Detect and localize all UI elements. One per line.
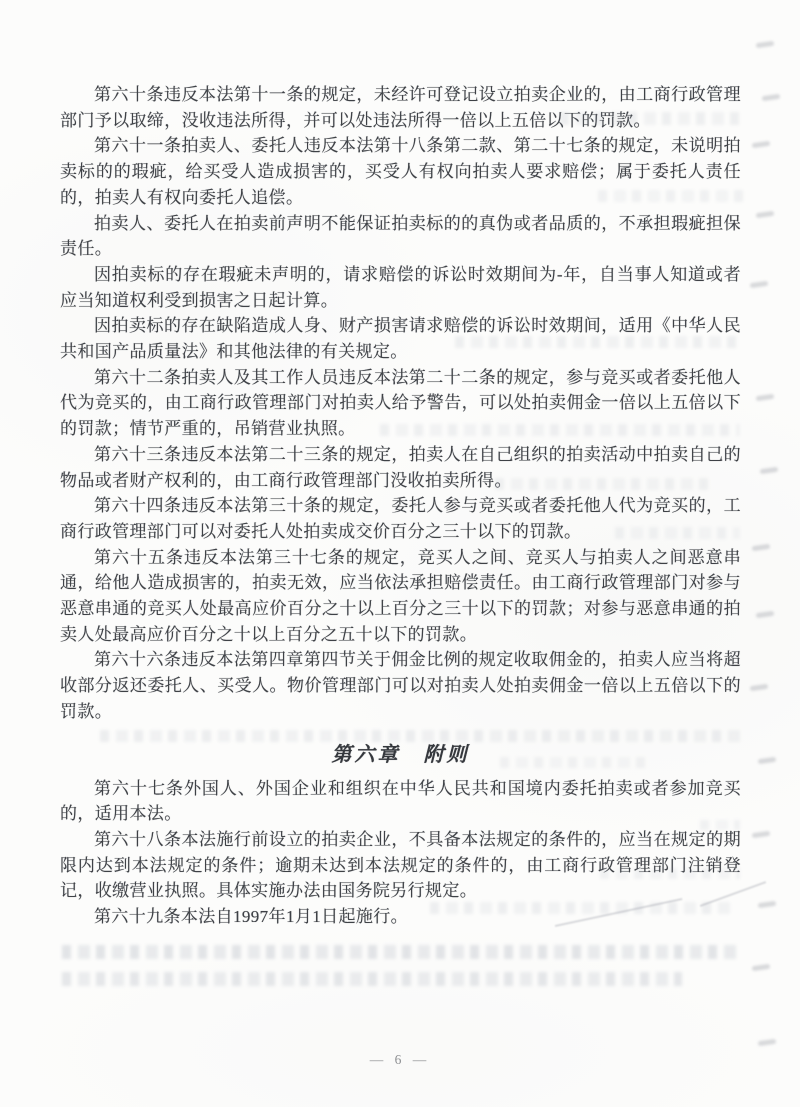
chapter-heading: 第六章 附则 — [331, 743, 470, 766]
bleed-through-mark — [62, 972, 682, 986]
paragraph-article-69: 第六十九条本法自1997年1月1日起施行。 — [94, 907, 408, 927]
paragraph-article-68: 第六十八条本法施行前设立的拍卖企业，不具备本法规定的条件的，应当在规定的期限内达到本法规定的条件；逾期未达到本法规定的条件的，由工商行政管理部门注销登记，收缴营业执照。具体实施办法由国务院另行规定。 — [60, 829, 741, 901]
margin-mark — [752, 544, 771, 551]
margin-mark — [758, 901, 777, 908]
margin-mark — [756, 211, 775, 218]
margin-mark — [750, 281, 769, 288]
paragraph-article-65: 第六十五条违反本法第三十七条的规定，竞买人之间、竞买人与拍卖人之间恶意串通，给他人造成损害的，拍卖无效，应当依法承担赔偿责任。由工商行政管理部门对参与恶意串通的竞买人处最高应价百分之十以上百分之三十以下的罚款；对参与恶意串通的拍卖人处最高应价百分之十以上百分之五十以下的罚款。 — [60, 547, 741, 644]
paragraph-article-61-3: 因拍卖标的存在瑕疵未声明的，请求赔偿的诉讼时效期间为-年，自当事人知道或者应当知道权利受到损害之日起计算。 — [60, 264, 741, 310]
paragraph-article-66: 第六十六条违反本法第四章第四节关于佣金比例的规定收取佣金的，拍卖人应当将超收部分返还委托人、买受人。物价管理部门可以对拍卖人处拍卖佣金一倍以上五倍以下的罚款。 — [60, 650, 741, 721]
margin-mark — [756, 41, 775, 48]
margin-mark — [750, 684, 769, 691]
paragraph-article-61-4: 因拍卖标的存在缺陷造成人身、财产损害请求赔偿的诉讼时效期间，适用《中华人民共和国产品质量法》和其他法律的有关规定。 — [60, 316, 741, 362]
margin-mark — [752, 141, 771, 148]
paragraph-article-64: 第六十四条违反本法第三十条的规定，委托人参与竞买或者委托他人代为竞买的，工商行政管理部门可以对委托人处拍卖成交价百分之三十以下的罚款。 — [60, 496, 741, 541]
margin-mark — [752, 964, 771, 971]
document-body — [60, 82, 741, 930]
margin-mark — [756, 611, 775, 618]
margin-mark — [752, 831, 771, 838]
paragraph-article-63: 第六十三条违反本法第二十三条的规定，拍卖人在自己组织的拍卖活动中拍卖自己的物品或者财产权利的，由工商行政管理部门没收拍卖所得。 — [60, 444, 741, 490]
paragraph-article-61-2: 拍卖人、委托人在拍卖前声明不能保证拍卖标的的真伪或者品质的，不承担瑕疵担保责任。 — [60, 213, 741, 259]
page-number: — 6 — — [369, 1052, 431, 1067]
margin-mark — [758, 757, 777, 764]
paragraph-article-61: 第六十一条拍卖人、委托人违反本法第十八条第二款、第二十七条的规定，未说明拍卖标的的瑕疵，给买受人造成损害的，买受人有权向拍卖人要求赔偿；属于委托人责任的，拍卖人有权向委托人追偿。 — [60, 136, 741, 207]
margin-mark — [762, 94, 781, 101]
paragraph-article-60: 第六十条违反本法第十一条的规定，未经许可登记设立拍卖企业的，由工商行政管理部门予以取缔，没收违法所得，并可以处违法所得一倍以上五倍以下的罚款。 — [60, 85, 741, 130]
paragraph-article-67: 第六十七条外国人、外国企业和组织在中华人民共和国境内委托拍卖或者参加竞买的，适用本法。 — [60, 778, 741, 824]
paragraph-article-62: 第六十二条拍卖人及其工作人员违反本法第二十二条的规定，参与竞买或者委托他人代为竞买的，由工商行政管理部门对拍卖人给予警告，可以处拍卖佣金一倍以上五倍以下的罚款；情节严重的，吊销营业执照。 — [60, 367, 741, 439]
margin-mark — [756, 394, 775, 401]
margin-mark — [758, 1039, 777, 1046]
bleed-through-mark — [62, 945, 742, 959]
margin-mark — [760, 467, 779, 474]
